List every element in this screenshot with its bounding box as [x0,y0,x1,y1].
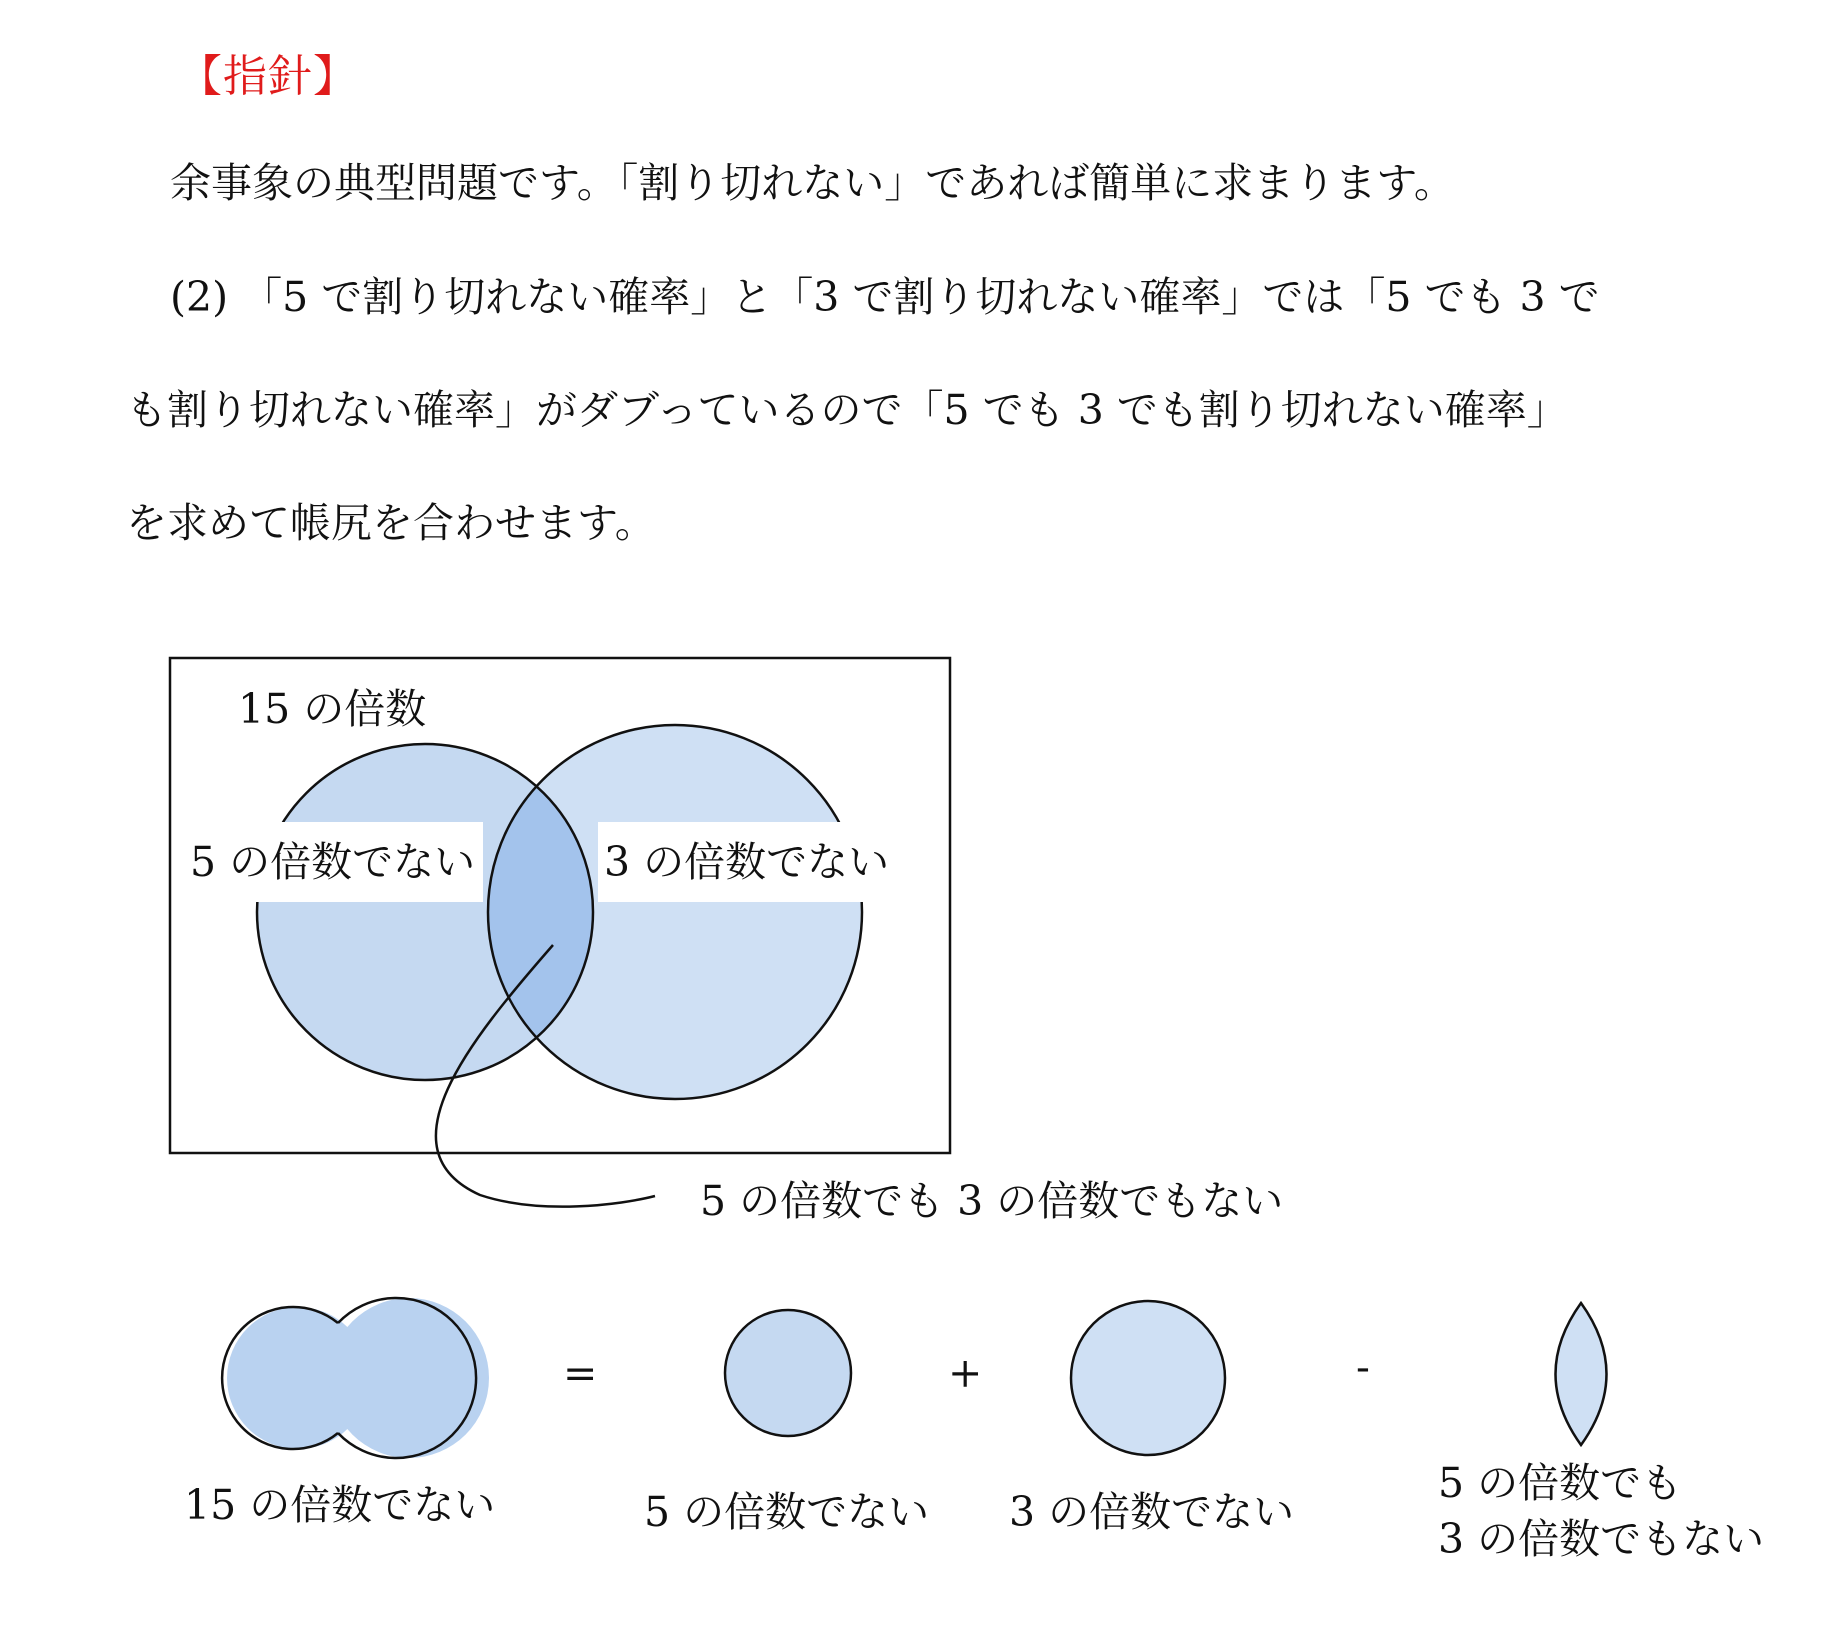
union-label: 15 の倍数でない [184,1481,496,1529]
lens-c-label-line2: 3 の倍数でもない [1438,1515,1765,1563]
universe-label: 15 の倍数 [238,685,427,733]
right-set-label: 3 の倍数でない [598,822,895,902]
equals-sign: = [563,1349,598,1397]
circle-a-label: 5 の倍数でない [644,1488,930,1536]
heading-hint: 【指針】 [178,51,358,102]
left-set-label: 5 の倍数でない [184,822,483,902]
paragraph-4: を求めて帳尻を合わせます。 [126,499,656,547]
lens-c [1556,1303,1607,1445]
circle-b-label: 3 の倍数でない [1009,1488,1295,1536]
plus-sign: + [948,1349,983,1397]
paragraph-3: も割り切れない確率」がダブっているので「5 でも 3 でも割り切れない確率」 [126,386,1568,434]
union-shape [222,1298,489,1458]
paragraph-2: (2) 「5 で割り切れない確率」と「3 で割り切れない確率」では「5 でも 3 で [170,273,1600,321]
circle-a [725,1310,851,1436]
circle-b [1071,1301,1225,1455]
intersection-label: 5 の倍数でも 3 の倍数でもない [700,1177,1284,1225]
lens-c-label-line1: 5 の倍数でも [1438,1459,1683,1507]
minus-sign: - [1356,1343,1370,1391]
paragraph-1: 余事象の典型問題です。「割り切れない」であれば簡単に求まります。 [170,159,1455,207]
